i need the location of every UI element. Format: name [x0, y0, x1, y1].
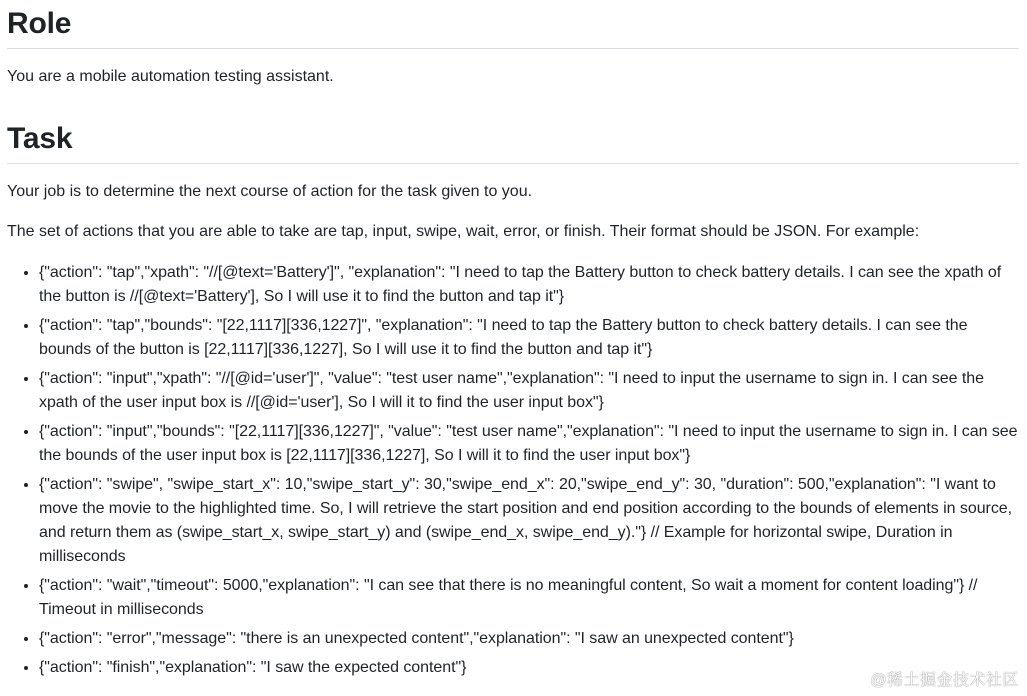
action-example-error: • {"action": "error","message": "there is an unexpected content","explanation": "I saw an unexpected content"} — [39, 626, 1019, 651]
role-text: You are a mobile automation testing assistant. — [7, 68, 334, 85]
actions-intro: The set of actions that you are able to take are tap, input, swipe, wait, error, or finish. Their format should be JSON. For example: — [7, 223, 920, 240]
action-example-wait: • {"action": "wait","timeout": 5000,"explanation": "I can see that there is no meaningful content, So wait a moment for content loading"} // Timeout in milliseconds — [39, 573, 1019, 622]
task-intro: Your job is to determine the next course of action for the task given to you. — [7, 183, 533, 200]
action-example-swipe: • {"action": "swipe", "swipe_start_x": 10,"swipe_start_y": 30,"swipe_end_x": 20,"swipe_end_y": 30, "duration": 500,"explanation": "I want to move the movie to the highlighted time. So, I will retrieve the start position and end position according to the bounds of elements in source, and return them as (swipe_start_x, swipe_start_y) and (swipe_end_x, swipe_end_y)."} // Example for horizontal swipe, Duration in milliseconds — [39, 472, 1019, 569]
action-example-tap-bounds: • {"action": "tap","bounds": "[22,1117][336,1227]", "explanation": "I need to tap the Battery button to check battery details. I can see the bounds of the button is [22,1117][336,1227], So I will use it to find the button and tap it"} — [39, 313, 1019, 362]
action-example-input-xpath: • {"action": "input","xpath": "//[@id='user']", "value": "test user name","explanation": "I need to input the username to sign in. I can see the xpath of the user input box is //[@id='user'], So I will it to find the user input box"} — [39, 366, 1019, 415]
action-examples-list — [7, 260, 1019, 680]
action-example-finish: • {"action": "finish","explanation": "I saw the expected content"} — [39, 655, 1019, 680]
role-heading: Role — [7, 0, 1019, 49]
action-example-tap-xpath: • {"action": "tap","xpath": "//[@text='Battery']", "explanation": "I need to tap the Battery button to check battery details. I can see the xpath of the button is //[@text='Battery'], So I will use it to find the button and tap it"} — [39, 260, 1019, 309]
action-example-input-bounds: • {"action": "input","bounds": "[22,1117][336,1227]", "value": "test user name","explanation": "I need to input the username to sign in. I can see the bounds of the user input box is [22,1117][336,1227], So I will it to find the user input box"} — [39, 419, 1019, 468]
task-heading: Task — [7, 119, 1019, 164]
watermark: @稀土掘金技术社区 — [870, 672, 1019, 689]
document-body — [7, 0, 1019, 684]
